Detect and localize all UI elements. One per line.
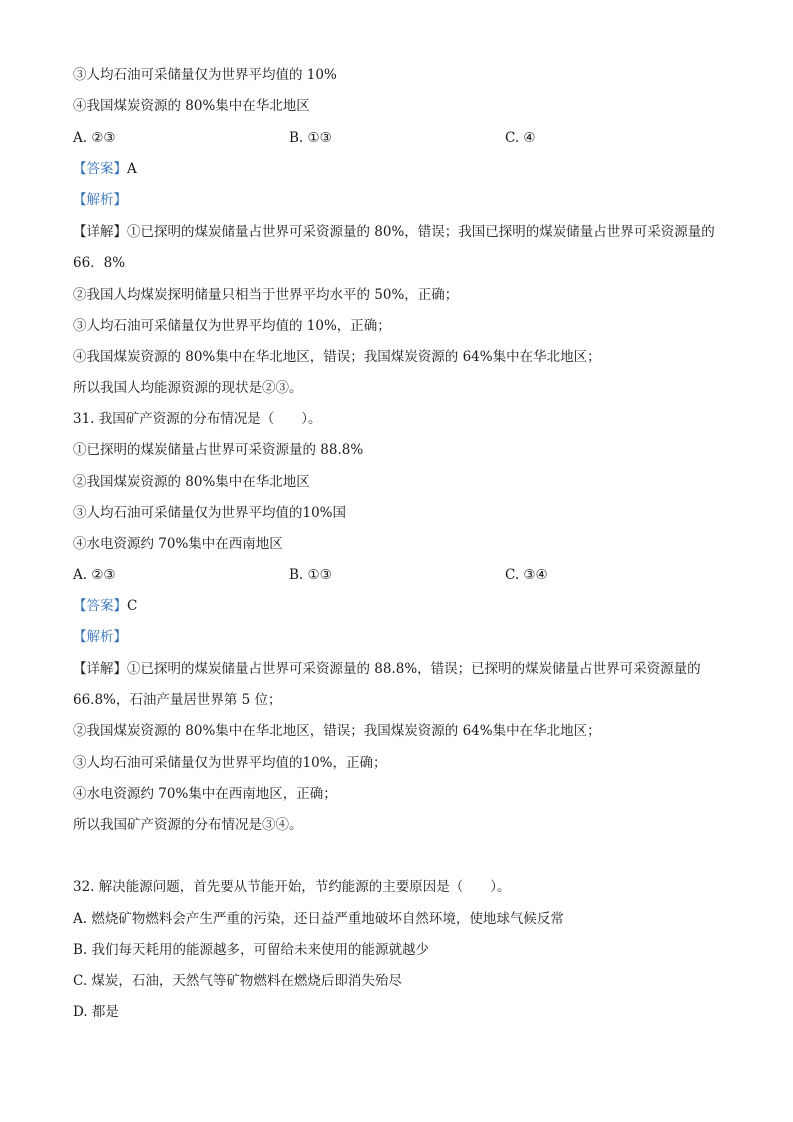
q30-detail-tag: 【详解】 xyxy=(73,224,127,240)
q32-option-d: D. 都是 xyxy=(73,1004,119,1020)
q31-analysis-label: 【解析】 xyxy=(73,629,127,645)
q30-answer-tag: 【答案】 xyxy=(73,161,127,177)
q30-option-b: B. ①③ xyxy=(289,130,332,146)
q31-detail-line-1 xyxy=(73,659,733,679)
q31-detail-tag: 【详解】 xyxy=(73,661,127,677)
q31-item-2: ②我国煤炭资源的 80%集中在华北地区 xyxy=(73,474,310,490)
q31-answer-tag: 【答案】 xyxy=(73,598,127,614)
q30-option-a: A. ②③ xyxy=(73,130,116,146)
q30-detail-line-3: ②我国人均煤炭探明储量只相当于世界平均水平的 50%，正确； xyxy=(73,287,459,303)
q30-analysis-tag xyxy=(73,190,733,210)
q31-detail-line-3: ②我国煤炭资源的 80%集中在华北地区，错误；我国煤炭资源的 64%集中在华北地区； xyxy=(73,723,601,739)
q30-detail-line-6: 所以我国人均能源资源的现状是②③。 xyxy=(73,380,303,396)
q31-detail-line-6: 所以我国矿产资源的分布情况是③④。 xyxy=(73,817,303,833)
q30-option-c: C. ④ xyxy=(505,130,536,146)
q32-option-b: B. 我们每天耗用的能源越多，可留给未来使用的能源就越少 xyxy=(73,942,430,958)
q30-detail-line-4: ③人均石油可采储量仅为世界平均值的 10%，正确； xyxy=(73,318,391,334)
q31-detail-line-5: ④水电资源约 70%集中在西南地区，正确； xyxy=(73,786,337,802)
q31-option-a: A. ②③ xyxy=(73,567,116,583)
q31-options xyxy=(73,565,733,585)
q31-detail-line-4: ③人均石油可采储量仅为世界平均值的10%，正确； xyxy=(73,755,387,771)
q31-answer-value: C xyxy=(127,598,138,614)
q30-item-4: ④我国煤炭资源的 80%集中在华北地区 xyxy=(73,98,310,114)
q30-options xyxy=(73,128,733,148)
q31-item-4: ④水电资源约 70%集中在西南地区 xyxy=(73,536,283,552)
q30-analysis-label: 【解析】 xyxy=(73,192,127,208)
q30-detail-line-5: ④我国煤炭资源的 80%集中在华北地区，错误；我国煤炭资源的 64%集中在华北地区； xyxy=(73,349,601,365)
q31-item-1: ①已探明的煤炭储量占世界可采资源量的 88.8% xyxy=(73,442,364,458)
q30-detail-text-1: ①已探明的煤炭储量占世界可采资源量的 80%，错误；我国已探明的煤炭储量占世界可采资源量的 xyxy=(127,224,715,240)
q30-detail-line-1 xyxy=(73,222,733,242)
q30-item-3: ③人均石油可采储量仅为世界平均值的 10% xyxy=(73,67,337,83)
q31-detail-line-2: 66.8%，石油产量居世界第 5 位； xyxy=(73,692,282,708)
q31-option-b: B. ①③ xyxy=(289,567,332,583)
q31-stem: 31. 我国矿产资源的分布情况是（ ）。 xyxy=(73,411,322,427)
q30-detail-line-2: 66．8% xyxy=(73,255,126,271)
q31-option-c: C. ③④ xyxy=(505,567,548,583)
q31-item-3: ③人均石油可采储量仅为世界平均值的10%国 xyxy=(73,505,347,521)
q32-option-a: A. 燃烧矿物燃料会产生严重的污染，还日益严重地破坏自然环境，使地球气候反常 xyxy=(73,911,564,927)
q31-detail-text-1: ①已探明的煤炭储量占世界可采资源量的 88.8%，错误；已探明的煤炭储量占世界可采资源量的 xyxy=(127,661,701,677)
q32-option-c: C. 煤炭，石油，天然气等矿物燃料在燃烧后即消失殆尽 xyxy=(73,973,402,989)
q31-analysis-tag xyxy=(73,627,733,647)
q30-answer-value: A xyxy=(127,161,137,177)
q32-stem: 32. 解决能源问题，首先要从节能开始，节约能源的主要原因是（ ）。 xyxy=(73,879,511,895)
q31-answer xyxy=(73,596,733,616)
q30-answer xyxy=(73,159,733,179)
